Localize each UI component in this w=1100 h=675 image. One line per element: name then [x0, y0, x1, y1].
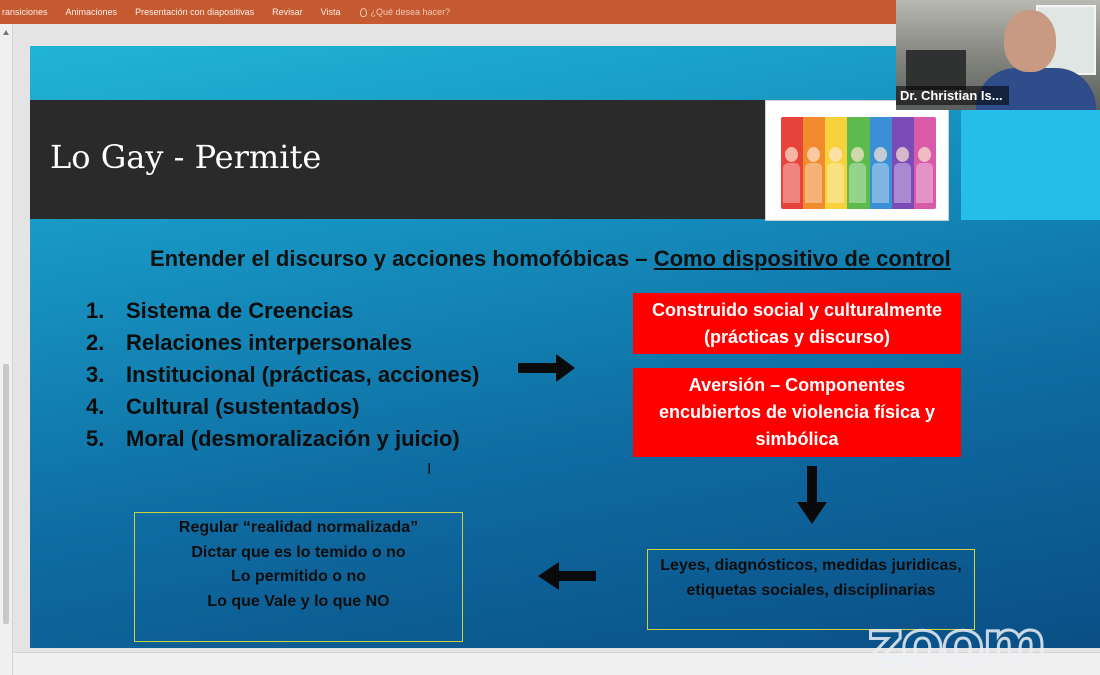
rainbow-stripes: [781, 117, 936, 209]
figure-body: [805, 163, 822, 203]
red-box-line: (prácticas y discurso): [703, 326, 891, 347]
list-text: Cultural (sustentados): [126, 394, 360, 419]
numbered-list: [86, 298, 479, 458]
list-number: 5.: [86, 426, 105, 451]
scrollbar-thumb[interactable]: [3, 364, 9, 624]
scroll-up-arrow-icon[interactable]: [3, 30, 9, 35]
list-item: [86, 362, 479, 394]
regulate-line: Dictar que es lo temido o no: [191, 543, 406, 561]
red-box-line: Aversión – Componentes: [688, 375, 906, 395]
rainbow-stripe: [781, 117, 803, 209]
red-box-line: encubiertos de violencia física y: [658, 402, 936, 422]
laws-line: Leyes, diagnósticos, medidas juridicas,: [660, 557, 962, 574]
lightbulb-icon: [360, 8, 367, 17]
tell-me-search[interactable]: [350, 7, 451, 17]
rainbow-people-image: [765, 100, 949, 221]
figure-head: [896, 147, 909, 162]
ribbon-tab-view[interactable]: Vista: [320, 7, 341, 17]
figure-head: [829, 147, 842, 162]
ribbon-tab-transitions[interactable]: ransiciones: [2, 7, 48, 17]
list-item: [86, 330, 479, 362]
zoom-watermark-logo: zoom: [867, 607, 1045, 675]
figure-body: [849, 163, 866, 203]
rainbow-stripe: [825, 117, 847, 209]
list-number: 3.: [86, 362, 105, 387]
red-box-construido: [633, 293, 961, 354]
figure-body: [916, 163, 933, 203]
figure-body: [894, 163, 911, 203]
subtitle-underlined: Como dispositivo de control: [653, 246, 951, 271]
participant-video-tile[interactable]: [896, 0, 1100, 110]
list-item: [86, 394, 479, 426]
background-shelf: [906, 50, 966, 90]
list-item: [86, 298, 479, 330]
rainbow-stripe: [803, 117, 825, 209]
list-number: 2.: [86, 330, 105, 355]
vertical-scrollbar[interactable]: [0, 24, 13, 675]
list-text: Relaciones interpersonales: [126, 330, 413, 355]
tell-me-label: ¿Qué desea hacer?: [370, 7, 451, 17]
list-text: Institucional (prácticas, acciones): [126, 362, 480, 387]
arrow-left-icon: [537, 561, 597, 591]
figure-head: [918, 147, 931, 162]
arrow-right-icon: [518, 353, 576, 383]
figure-body: [872, 163, 889, 203]
participant-name-label: Dr. Christian Is...: [896, 86, 1009, 105]
red-box-aversion: [633, 368, 961, 457]
red-box-line: Construido social y culturalmente: [651, 299, 943, 320]
ribbon-tab-animations[interactable]: Animaciones: [65, 7, 118, 17]
figure-head: [807, 147, 820, 162]
arrow-down-icon: [796, 466, 828, 526]
rainbow-stripe: [847, 117, 869, 209]
list-number: 4.: [86, 394, 105, 419]
list-item: [86, 426, 479, 458]
slide-title: Lo Gay - Permite: [50, 138, 322, 176]
figure-head: [874, 147, 887, 162]
regulate-line: Regular “realidad normalizada”: [178, 519, 419, 536]
figure-head: [785, 147, 798, 162]
list-number: 1.: [86, 298, 105, 323]
slide: [30, 46, 1100, 648]
regulate-box: [134, 512, 463, 642]
ribbon-tab-review[interactable]: Revisar: [272, 7, 303, 17]
subtitle-text: Entender el discurso y acciones homofóbicas –: [150, 246, 654, 271]
red-box-line: simbólica: [755, 429, 839, 449]
figure-head: [851, 147, 864, 162]
laws-line: etiquetas sociales, disciplinarias: [686, 582, 936, 599]
list-text: Sistema de Creencias: [126, 298, 354, 323]
regulate-line: Lo permitido o no: [230, 568, 367, 585]
figure-body: [783, 163, 800, 203]
rainbow-stripe: [870, 117, 892, 209]
rainbow-stripe: [914, 117, 936, 209]
accent-block: [961, 100, 1100, 220]
regulate-line: Lo que Vale y lo que NO: [207, 592, 390, 610]
rainbow-stripe: [892, 117, 914, 209]
text-cursor-icon: I: [427, 460, 432, 478]
list-text: Moral (desmoralización y juicio): [126, 426, 460, 451]
slide-subtitle: [150, 246, 951, 272]
ribbon-tab-slideshow[interactable]: Presentación con diapositivas: [135, 7, 255, 17]
participant-head: [1004, 10, 1056, 72]
figure-body: [827, 163, 844, 203]
